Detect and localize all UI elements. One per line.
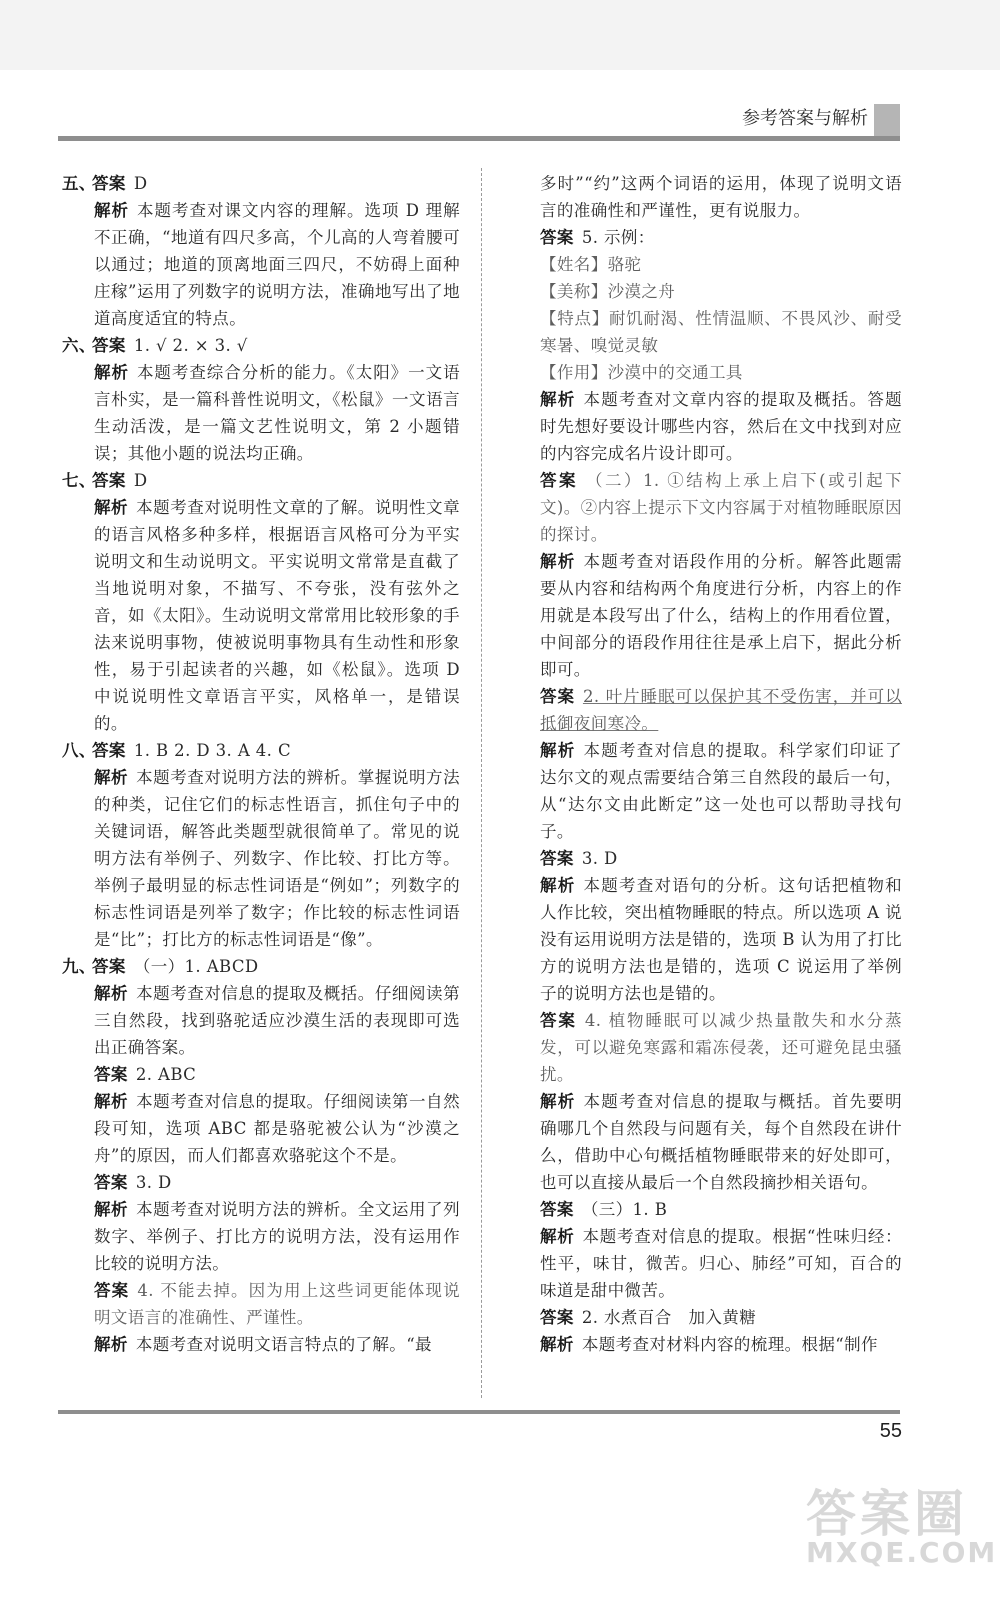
card-key: 【美称】 — [540, 282, 608, 301]
question-number: 七、 — [62, 471, 96, 490]
card-key: 【特点】 — [540, 309, 610, 328]
card-value: 骆驼 — [607, 255, 642, 274]
question-number: 八、 — [62, 741, 96, 760]
answer-label: 答案 — [540, 687, 575, 706]
answer-label: 答案 — [540, 228, 574, 247]
analysis-label: 解析 — [540, 876, 576, 895]
answer-row — [540, 683, 902, 737]
q5-answer-row — [62, 170, 460, 197]
answer-text: 1. √ 2. × 3. √ — [133, 336, 248, 355]
answer-text: D — [133, 471, 148, 490]
analysis-text: 本题考查对信息的提取。根据“性味归经：性平，味甘，微苦。归心、肺经”可知，百合的味道是甜中微苦。 — [540, 1227, 902, 1300]
answer-label: 答案 — [94, 1065, 128, 1084]
analysis-label: 解析 — [540, 1092, 576, 1111]
analysis-text: 本题考查对说明方法的辨析。全文运用了列数字、举例子、打比方的说明方法，没有运用作比较的说明方法。 — [94, 1200, 460, 1273]
answer-label: 答案 — [92, 471, 126, 490]
analysis-label: 解析 — [540, 741, 576, 760]
answer-label: 答案 — [94, 1173, 128, 1192]
answer-text: 4. 植物睡眠可以减少热量散失和水分蒸发，可以避免寒露和霜冻侵袭，还可避免昆虫骚扰。 — [540, 1011, 902, 1084]
analysis-label: 解析 — [94, 1335, 128, 1354]
analysis-text: 本题考查对信息的提取及概括。仔细阅读第三自然段，找到骆驼适应沙漠生活的表现即可选出正确答案。 — [94, 984, 460, 1057]
card-value: 沙漠中的交通工具 — [607, 363, 743, 382]
answer-row — [540, 1304, 902, 1331]
answer-text: D — [133, 174, 148, 193]
analysis-row — [540, 1223, 902, 1304]
analysis-label: 解析 — [540, 390, 576, 409]
analysis-label: 解析 — [540, 1335, 574, 1354]
answer-text: 3. D — [581, 849, 618, 868]
header-rule — [58, 136, 900, 141]
watermark-logo: 答案圈 — [806, 1485, 968, 1543]
analysis-label: 解析 — [94, 1092, 129, 1111]
analysis-label: 解析 — [94, 201, 129, 220]
question-number: 五、 — [62, 174, 96, 193]
analysis-row — [540, 1088, 902, 1196]
column-divider — [481, 168, 482, 1398]
answer-label: 答案 — [540, 1200, 574, 1219]
answer-text: 2. 水煮百合 加入黄糖 — [581, 1308, 757, 1327]
header-tab-block — [874, 104, 900, 138]
analysis-label: 解析 — [540, 1227, 575, 1246]
answer-label: 答案 — [92, 957, 126, 976]
analysis-label: 解析 — [94, 498, 129, 517]
answer-row — [540, 1196, 902, 1223]
q7-answer-row — [62, 467, 460, 494]
answer-text: （三）1. B — [581, 1200, 668, 1219]
q5-analysis-row — [62, 197, 460, 332]
q9-analysis-row — [62, 1196, 460, 1277]
answer-text: 2. 叶片睡眠可以保护其不受伤害，并可以抵御夜间寒冷。 — [540, 687, 902, 733]
answer-label: 答案 — [540, 471, 578, 490]
answer-row — [540, 845, 902, 872]
page-number: 55 — [879, 1420, 902, 1442]
continued-text: 多时”“约”这两个词语的运用，体现了说明文语言的准确性和严谨性，更有说服力。 — [540, 174, 902, 220]
q9-answer-row — [62, 953, 460, 980]
answer-label: 答案 — [540, 849, 574, 868]
q9-answer-row — [62, 1277, 460, 1331]
answer-label: 答案 — [92, 174, 126, 193]
card-key: 【作用】 — [540, 363, 608, 382]
q9-analysis-row — [62, 1088, 460, 1169]
analysis-row — [540, 1331, 902, 1358]
q9-answer-row — [62, 1169, 460, 1196]
answer-text: （一）1. ABCD — [133, 957, 259, 976]
answer-text: 5. 示例： — [581, 228, 655, 247]
analysis-text: 本题考查对说明性文章的了解。说明性文章的语言风格多种多样，根据语言风格可分为平实说明文和生动说明文。平实说明文常常是直截了当地说明对象，不描写、不夸张，没有弦外之音，如《太阳》。生动说明文常常用比较形象的手法来说明事物，使被说明事物具有生动性和形象性，易于引起读者的兴趣，如《松鼠》。选项 D 中说说明性文章语言平实，风格单一，是错误的。 — [94, 498, 460, 733]
analysis-label: 解析 — [94, 768, 129, 787]
right-column — [540, 170, 902, 1358]
analysis-row — [540, 872, 902, 1007]
answer-text: 1. B 2. D 3. A 4. C — [133, 741, 291, 760]
analysis-row — [540, 737, 902, 845]
analysis-label: 解析 — [94, 1200, 129, 1219]
analysis-row — [540, 386, 902, 467]
watermark-url: MXQE.COM — [806, 1536, 998, 1569]
analysis-text: 本题考查对信息的提取。仔细阅读第一自然段可知，选项 ABC 都是骆驼被公认为“沙漠之舟”的原因，而人们都喜欢骆驼这个不是。 — [94, 1092, 460, 1165]
analysis-text: 本题考查对课文内容的理解。选项 D 理解不正确，“地道有四尺多高，个儿高的人弯着腰可以通过；地道的顶离地面三四尺，不妨碍上面种庄稼”运用了列数字的说明方法，准确地写出了地道高度适宜的特点。 — [94, 201, 460, 328]
answer-label: 答案 — [94, 1281, 130, 1300]
analysis-row — [540, 548, 902, 683]
answer-label: 答案 — [540, 1011, 577, 1030]
analysis-text: 本题考查综合分析的能力。《太阳》一文语言朴实，是一篇科普性说明文，《松鼠》一文语言生动活泼，是一篇文艺性说明文，第 2 小题错误；其他小题的说法均正确。 — [94, 363, 460, 463]
analysis-text: 本题考查对文章内容的提取及概括。答题时先想好要设计哪些内容，然后在文中找到对应的内容完成名片设计即可。 — [540, 390, 902, 463]
card-row — [540, 305, 902, 359]
q9-analysis-row — [62, 1331, 460, 1358]
analysis-text: 本题考查对语句的分析。这句话把植物和人作比较，突出植物睡眠的特点。所以选项 A 说没有运用说明方法是错的，选项 B 认为用了打比方的说明方法也是错的，选项 C 说运用了举例子的说明方法也是错的。 — [540, 876, 902, 1003]
answer-label: 答案 — [540, 1308, 574, 1327]
analysis-label: 解析 — [94, 984, 129, 1003]
answer-text: （二）1. ①结构上承上启下(或引起下文)。②内容上提示下文内容属于对植物睡眠原因的探讨。 — [540, 471, 902, 544]
question-number: 九、 — [62, 957, 96, 976]
answer-label: 答案 — [92, 336, 126, 355]
header-title: 参考答案与解析 — [742, 108, 868, 129]
card-value: 沙漠之舟 — [607, 282, 676, 301]
left-column — [62, 170, 460, 1358]
q8-analysis-row — [62, 764, 460, 953]
analysis-label: 解析 — [540, 552, 576, 571]
answer-text: 2. ABC — [135, 1065, 197, 1084]
q9-answer-row — [62, 1061, 460, 1088]
answer-row — [540, 1007, 902, 1088]
q7-analysis-row — [62, 494, 460, 737]
analysis-text: 本题考查对材料内容的梳理。根据“制作 — [581, 1335, 878, 1354]
answer-text: 3. D — [135, 1173, 172, 1192]
card-row — [540, 278, 902, 305]
q6-analysis-row — [62, 359, 460, 467]
answer-row — [540, 224, 902, 251]
analysis-text: 本题考查对信息的提取。科学家们印证了达尔文的观点需要结合第三自然段的最后一句，从“达尔文由此断定”这一处也可以帮助寻找句子。 — [540, 741, 902, 841]
card-value: 耐饥耐渴、性情温顺、不畏风沙、耐受寒暑、嗅觉灵敏 — [540, 309, 902, 355]
q8-answer-row — [62, 737, 460, 764]
answer-row — [540, 467, 902, 548]
q6-answer-row — [62, 332, 460, 359]
answer-text: 4. 不能去掉。因为用上这些词更能体现说明文语言的准确性、严谨性。 — [94, 1281, 460, 1327]
card-row — [540, 251, 902, 278]
question-number: 六、 — [62, 336, 96, 355]
answer-label: 答案 — [92, 741, 126, 760]
footer-rule — [58, 1410, 900, 1414]
card-key: 【姓名】 — [540, 255, 608, 274]
analysis-text: 本题考查对信息的提取与概括。首先要明确哪几个自然段与问题有关，每个自然段在讲什么，借助中心句概括植物睡眠带来的好处即可，也可以直接从最后一个自然段摘抄相关语句。 — [540, 1092, 902, 1192]
analysis-text: 本题考查对说明文语言特点的了解。“最 — [135, 1335, 432, 1354]
analysis-label: 解析 — [94, 363, 129, 382]
analysis-text: 本题考查对语段作用的分析。解答此题需要从内容和结构两个角度进行分析，内容上的作用就是本段写出了什么，结构上的作用看位置，中间部分的语段作用往往是承上启下，据此分析即可。 — [540, 552, 902, 679]
analysis-text: 本题考查对说明方法的辨析。掌握说明方法的种类，记住它们的标志性语言，抓住句子中的关键词语，解答此类题型就很简单了。常见的说明方法有举例子、列数字、作比较、打比方等。举例子最明显的标志性词语是“例如”；列数字的标志性词语是列举了数字；作比较的标志性词语是“比”；打比方的标志性词语是“像”。 — [94, 768, 460, 949]
card-row — [540, 359, 902, 386]
q9-analysis-row — [62, 980, 460, 1061]
